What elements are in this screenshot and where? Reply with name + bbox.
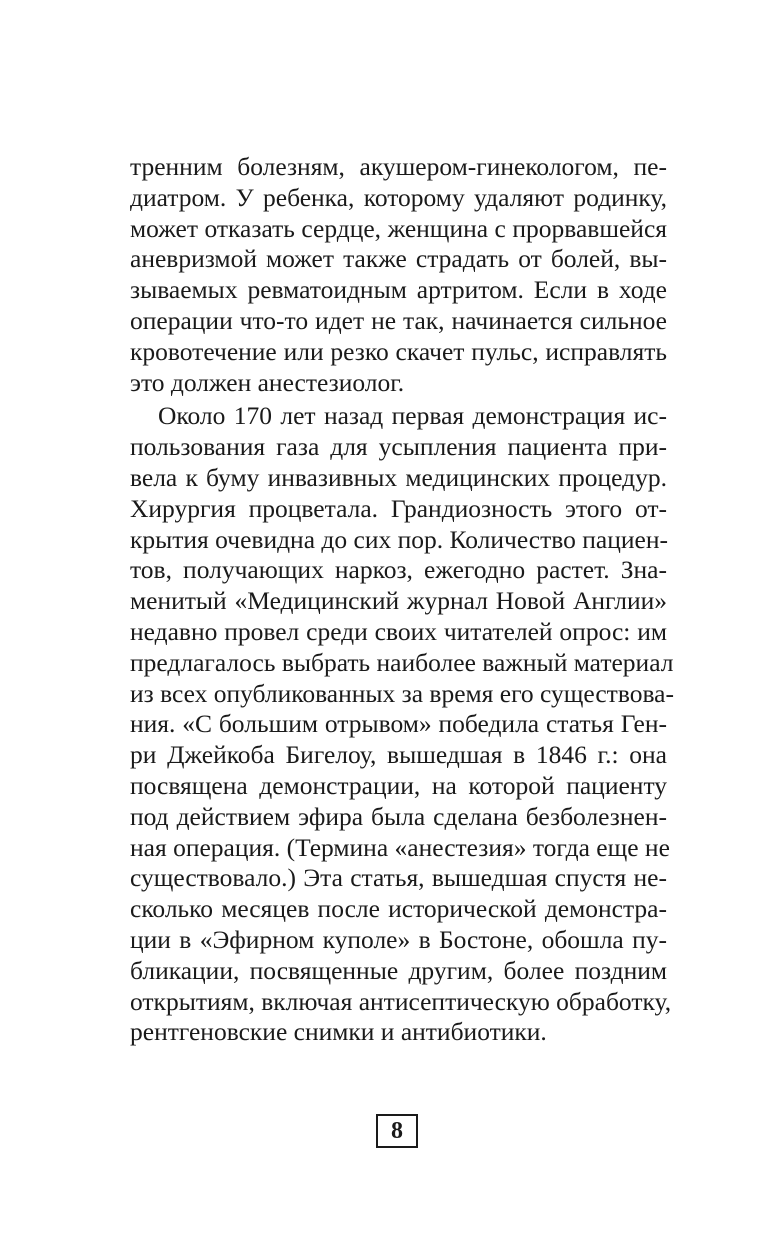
paragraph-2 bbox=[130, 401, 674, 1048]
text-line: ная операция. (Термина «анестезия» тогда еще не bbox=[130, 832, 670, 862]
text-line: посвящена демонстрации, на которой пациенту bbox=[130, 770, 667, 800]
text-line: менитый «Медицинский журнал Новой Англии» bbox=[130, 586, 667, 616]
text-line: рентгеновские снимки и антибиотики. bbox=[130, 1017, 547, 1047]
text-line: пользования газа для усыпления пациента при- bbox=[130, 432, 667, 462]
text-line: бликации, посвященные другим, более поздним bbox=[130, 955, 667, 985]
text-line: существовало.) Эта статья, вышедшая спустя не- bbox=[130, 863, 667, 893]
text-line: диатром. У ребенка, которому удаляют родинку, bbox=[130, 182, 667, 212]
paragraph-1 bbox=[130, 152, 667, 398]
text-line: открытиям, включая антисептическую обработку, bbox=[130, 986, 672, 1016]
text-line: предлагалось выбрать наиболее важный материал bbox=[130, 647, 674, 677]
text-line: ции в «Эфирном куполе» в Бостоне, обошла пу- bbox=[130, 924, 667, 954]
text-line: из всех опубликованных за время его существова- bbox=[130, 678, 674, 708]
text-line: тов, получающих наркоз, ежегодно растет. Зна- bbox=[130, 555, 667, 585]
text-line: зываемых ревматоидным артритом. Если в ходе bbox=[130, 275, 667, 305]
text-line: ри Джейкоба Бигелоу, вышедшая в 1846 г.: она bbox=[130, 740, 667, 770]
book-page-body bbox=[130, 152, 674, 1048]
text-line: сколько месяцев после исторической демонстра- bbox=[130, 894, 667, 924]
text-line: крытия очевидна до сих пор. Количество пациен- bbox=[130, 524, 668, 554]
text-line: недавно провел среди своих читателей опрос: им bbox=[130, 616, 667, 646]
text-line: аневризмой может также страдать от болей, вы- bbox=[130, 244, 667, 274]
text-line: вела к буму инвазивных медицинских процедур. bbox=[130, 462, 667, 492]
text-line: под действием эфира была сделана безболезнен- bbox=[130, 801, 667, 831]
text-line: Около 170 лет назад первая демонстрация ис- bbox=[158, 401, 667, 431]
text-line: кровотечение или резко скачет пульс, исправлять bbox=[130, 336, 667, 366]
text-line: Хирургия процветала. Грандиозность этого от- bbox=[130, 493, 667, 523]
text-line: ния. «С большим отрывом» победила статья Ген- bbox=[130, 709, 667, 739]
text-line: операции что-то идет не так, начинается сильное bbox=[130, 305, 667, 335]
page-number: 8 bbox=[376, 1114, 418, 1148]
text-line: это должен анестезиолог. bbox=[130, 367, 405, 397]
text-line: тренним болезням, акушером-гинекологом, пе- bbox=[130, 152, 667, 181]
text-line: может отказать сердце, женщина с прорвавшейся bbox=[130, 213, 667, 243]
